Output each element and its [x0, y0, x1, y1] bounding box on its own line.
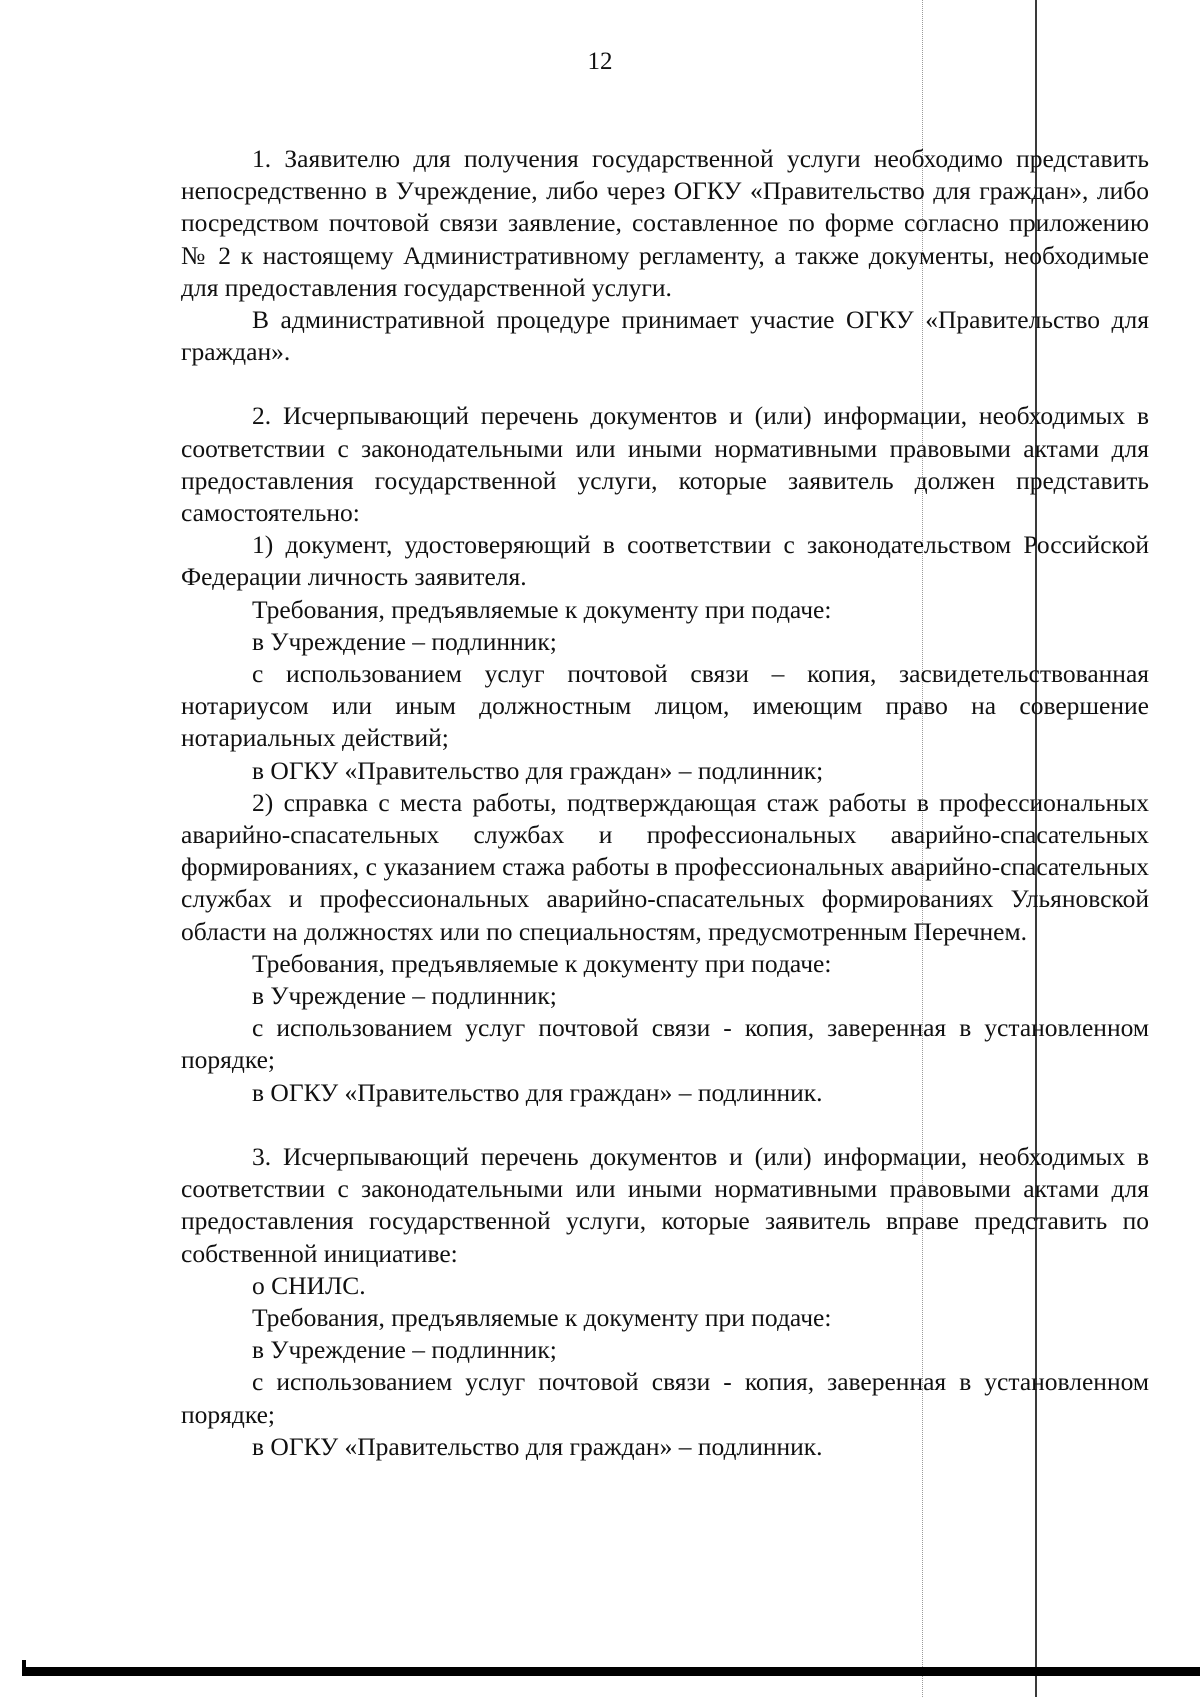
- section-1: [181, 143, 1149, 368]
- paragraph: 3. Исчерпывающий перечень документов и (или) информации, необходимых в соответствии с законодательными или иными нормативными правовыми актами для предоставления государственной услуги, которые заявитель вправе представить по собственной инициативе:: [181, 1141, 1149, 1268]
- paragraph: Требования, предъявляемые к документу при подаче:: [252, 594, 832, 624]
- paragraph: с использованием услуг почтовой связи - копия, заверенная в установленном порядке;: [181, 1367, 1149, 1429]
- list-item: 1) документ, удостоверяющий в соответствии с законодательством Российской Федерации личность заявителя.: [181, 530, 1149, 592]
- document-body: [181, 143, 1149, 1463]
- paragraph: в Учреждение – подлинник;: [252, 626, 557, 656]
- paragraph: в ОГКУ «Правительство для граждан» – подлинник;: [252, 755, 824, 785]
- list-item: о СНИЛС.: [252, 1270, 366, 1300]
- section-gap: [181, 1109, 1149, 1141]
- paragraph: в Учреждение – подлинник;: [252, 1335, 557, 1365]
- paragraph: В административной процедуре принимает участие ОГКУ «Правительство для граждан».: [181, 305, 1149, 367]
- page-number: 12: [587, 48, 613, 75]
- paragraph: с использованием услуг почтовой связи – копия, засвидетельствованная нотариусом или иным должностным лицом, имеющим право на совершение нотариальных действий;: [181, 659, 1149, 753]
- paragraph: в ОГКУ «Правительство для граждан» – подлинник.: [252, 1077, 823, 1107]
- section-gap: [181, 368, 1149, 400]
- paragraph: 1. Заявителю для получения государственной услуги необходимо представить непосредственно в Учреждение, либо через ОГКУ «Правительство для граждан», либо посредством почтовой связи заявление, составленное по форме согласно приложению № 2 к настоящему Административному регламенту, а также документы, необходимые для предоставления государственной услуги.: [181, 144, 1149, 302]
- paragraph: в Учреждение – подлинник;: [252, 981, 557, 1011]
- scan-bottom-border: [22, 1667, 1200, 1676]
- section-3: [181, 1141, 1149, 1463]
- list-item: 2) справка с места работы, подтверждающая стаж работы в профессиональных аварийно-спасательных службах и профессиональных аварийно-спасательных формированиях, с указанием стажа работы в профессиональных аварийно-спасательных службах и профессиональных аварийно-спасательных формированиях Ульяновской области на должностях или по специальностям, предусмотренным Перечнем.: [181, 787, 1149, 946]
- paragraph: Требования, предъявляемые к документу при подаче:: [252, 1302, 832, 1332]
- paragraph: Требования, предъявляемые к документу при подаче:: [252, 948, 832, 978]
- paragraph: в ОГКУ «Правительство для граждан» – подлинник.: [252, 1431, 823, 1461]
- paragraph: 2. Исчерпывающий перечень документов и (или) информации, необходимых в соответствии с законодательными или иными нормативными правовыми актами для предоставления государственной услуги, которые заявитель должен представить самостоятельно:: [181, 401, 1149, 528]
- paragraph: с использованием услуг почтовой связи - копия, заверенная в установленном порядке;: [181, 1013, 1149, 1075]
- section-2: [181, 400, 1149, 1108]
